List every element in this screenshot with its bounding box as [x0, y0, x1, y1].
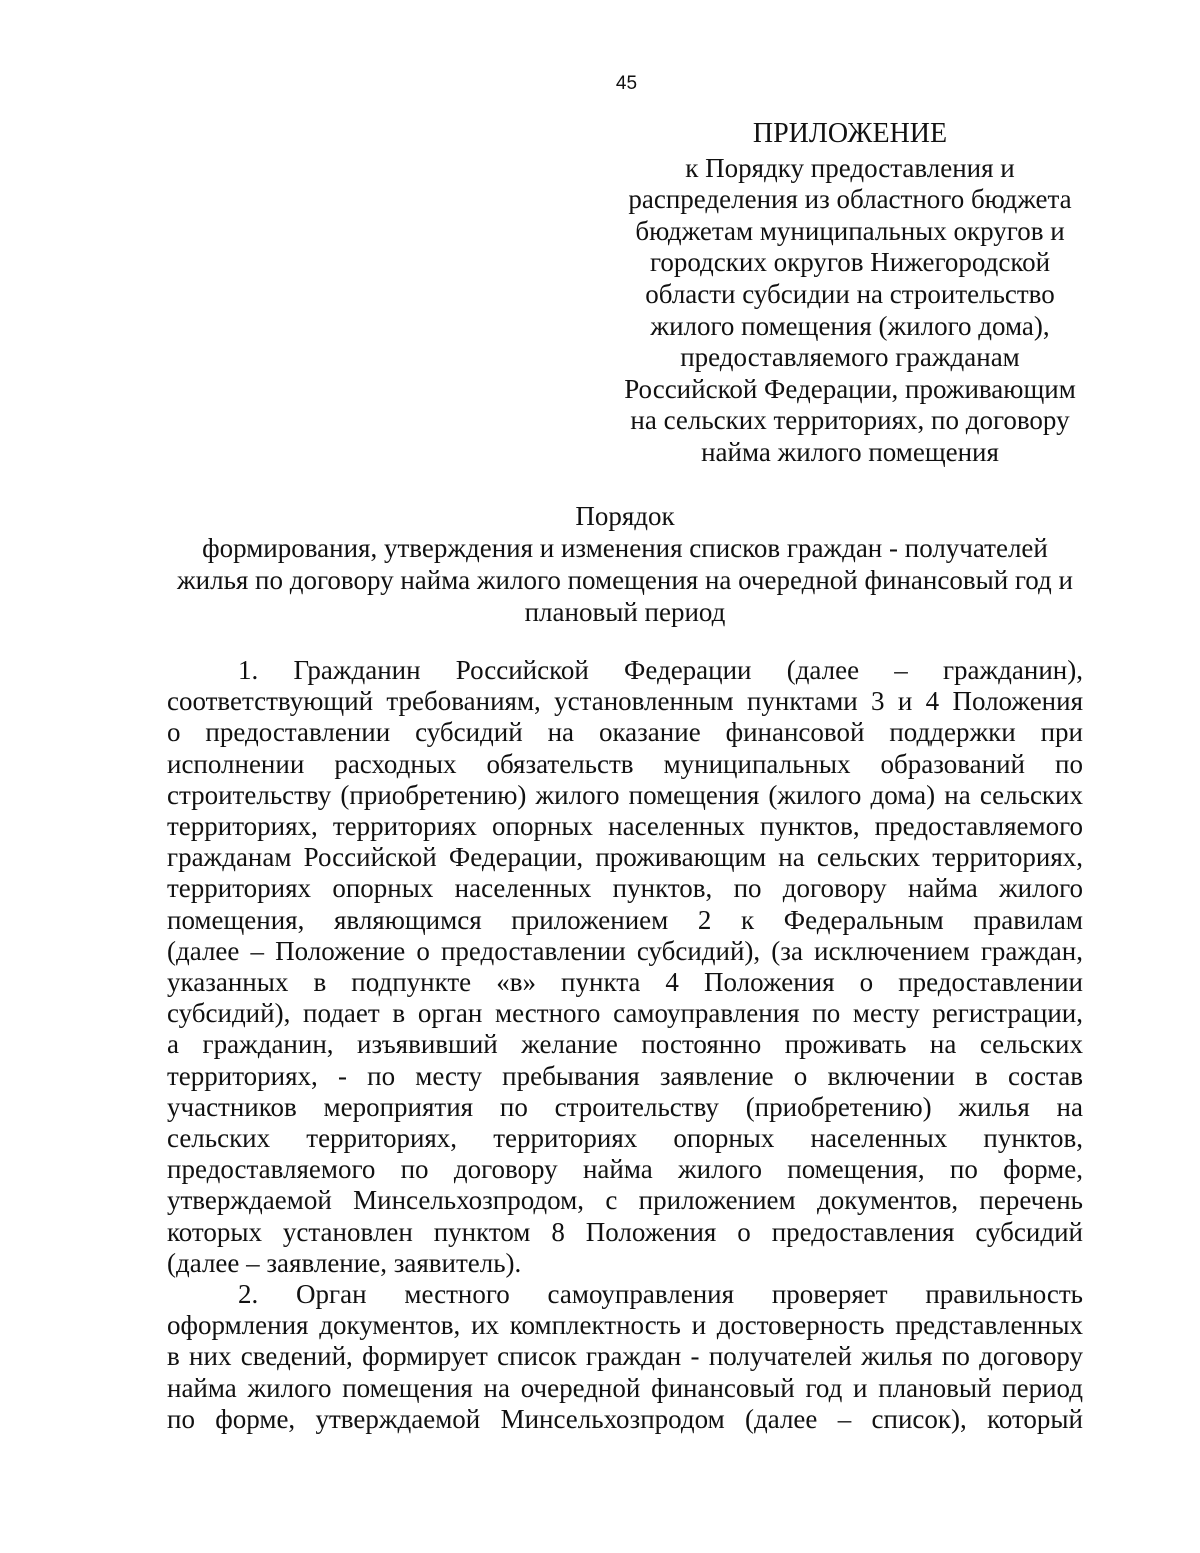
text-line: помещения, являющимся приложением 2 к Федеральным правилам — [167, 904, 1083, 935]
text-line: в них сведений, формирует список граждан - получателей жилья по договору — [167, 1341, 1083, 1372]
text-line: сельских территориях, территориях опорных населенных пунктов, — [167, 1123, 1083, 1154]
appendix-block — [600, 118, 1100, 469]
paragraph-1 — [167, 655, 1083, 1279]
heading-line: жилья по договору найма жилого помещения на очередной финансовый год и — [177, 565, 1073, 595]
text-line: о предоставлении субсидий на оказание финансовой поддержки при — [167, 717, 1083, 748]
appendix-line: Российской Федерации, проживающим — [624, 373, 1076, 404]
text-line: утверждаемой Минсельхозпродом, с приложением документов, перечень — [167, 1185, 1083, 1216]
appendix-line: распределения из областного бюджета — [628, 184, 1072, 215]
appendix-line: предоставляемого гражданам — [680, 342, 1020, 373]
paragraph-2 — [167, 1279, 1083, 1435]
text-line: 1. Гражданин Российской Федерации (далее – гражданин), — [238, 655, 1083, 685]
text-line: исполнении расходных обязательств муниципальных образований по — [167, 748, 1083, 779]
text-line: найма жилого помещения на очередной финансовый год и плановый период — [167, 1372, 1083, 1403]
text-line: субсидий), подает в орган местного самоуправления по месту регистрации, — [167, 998, 1083, 1029]
text-line: предоставляемого по договору найма жилого помещения, по форме, — [167, 1154, 1083, 1185]
appendix-line: к Порядку предоставления и — [685, 152, 1015, 183]
text-line: которых установлен пунктом 8 Положения о предоставления субсидий — [167, 1216, 1083, 1247]
body-text — [167, 655, 1083, 1435]
appendix-line: жилого помещения (жилого дома), — [650, 310, 1050, 341]
text-line: 2. Орган местного самоуправления проверяет правильность — [238, 1279, 1083, 1310]
text-line: участников мероприятия по строительству (приобретению) жилья на — [167, 1091, 1083, 1122]
text-line: территориях, - по месту пребывания заявление о включении в состав — [167, 1060, 1083, 1091]
heading-line: плановый период — [524, 597, 726, 627]
text-line: территориях, территориях опорных населенных пунктов, предоставляемого — [167, 811, 1083, 842]
appendix-line: на сельских территориях, по договору — [630, 405, 1070, 436]
text-line: (далее – Положение о предоставлении субсидий), (за исключением граждан, — [167, 935, 1083, 966]
appendix-line: найма жилого помещения — [701, 436, 999, 467]
text-line: а гражданин, изъявивший желание постоянно проживать на сельских — [167, 1029, 1083, 1060]
appendix-line: городских округов Нижегородской — [649, 247, 1051, 278]
page-number: 45 — [615, 73, 638, 94]
appendix-title: ПРИЛОЖЕНИЕ — [752, 118, 948, 149]
text-line: строительству (приобретению) жилого помещения (жилого дома) на сельских — [167, 779, 1083, 810]
text-line: оформления документов, их комплектность и достоверность представленных — [167, 1310, 1083, 1341]
text-line: по форме, утверждаемой Минсельхозпродом (далее – список), который — [167, 1403, 1083, 1434]
appendix-line: области субсидии на строительство — [645, 278, 1055, 309]
appendix-line: бюджетам муниципальных округов и — [635, 215, 1065, 246]
document-heading — [130, 500, 1120, 628]
text-line: указанных в подпункте «в» пункта 4 Положения о предоставлении — [167, 967, 1083, 998]
text-line: гражданам Российской Федерации, проживающим на сельских территориях, — [167, 842, 1083, 873]
text-line: территориях опорных населенных пунктов, по договору найма жилого — [167, 873, 1083, 904]
heading-title: Порядок — [575, 501, 675, 531]
text-line: (далее – заявление, заявитель). — [167, 1247, 522, 1278]
text-line: соответствующий требованиям, установленным пунктами 3 и 4 Положения — [167, 686, 1083, 717]
heading-line: формирования, утверждения и изменения списков граждан - получателей — [202, 533, 1048, 563]
